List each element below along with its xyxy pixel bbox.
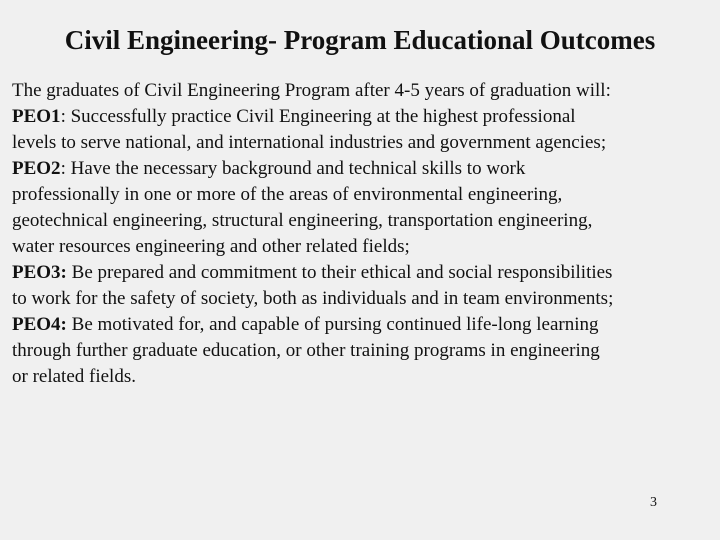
peo-text: Be prepared and commitment to their ethical and social responsibilities [66, 262, 613, 283]
slide-title: Civil Engineering- Program Educational Outcomes [64, 25, 656, 55]
peo-first-line [12, 260, 718, 286]
peo-label: PEO3: [12, 262, 67, 283]
peo-text: professionally in one or more of the areas of environmental engineering, [12, 184, 563, 205]
peo-text: : Successfully practice Civil Engineering at the highest professional [60, 106, 576, 127]
peo-item-4 [12, 312, 718, 390]
peo-item-3 [12, 260, 718, 312]
page-number: 3 [650, 495, 657, 510]
peo-text: water resources engineering and other related fields; [12, 236, 410, 257]
peo-text: to work for the safety of society, both as individuals and in team environments; [12, 288, 614, 309]
peo-label: PEO1 [12, 106, 61, 127]
peo-item-2 [12, 156, 718, 260]
peo-text: : Have the necessary background and technical skills to work [60, 158, 526, 179]
peo-first-line [12, 156, 718, 182]
peo-text: or related fields. [12, 366, 136, 387]
peo-text: through further graduate education, or other training programs in engineering [12, 340, 600, 361]
peo-label: PEO4: [12, 314, 67, 335]
peo-first-line [12, 104, 718, 130]
peo-first-line [12, 312, 718, 338]
peo-label: PEO2 [12, 158, 61, 179]
peo-text: geotechnical engineering, structural engineering, transportation engineering, [12, 210, 593, 231]
intro-text: The graduates of Civil Engineering Program after 4-5 years of graduation will: [12, 80, 611, 101]
slide-body [12, 78, 718, 390]
peo-text: Be motivated for, and capable of pursing continued life-long learning [66, 314, 599, 335]
peo-item-1 [12, 104, 718, 156]
peo-text: levels to serve national, and international industries and government agencies; [12, 132, 607, 153]
